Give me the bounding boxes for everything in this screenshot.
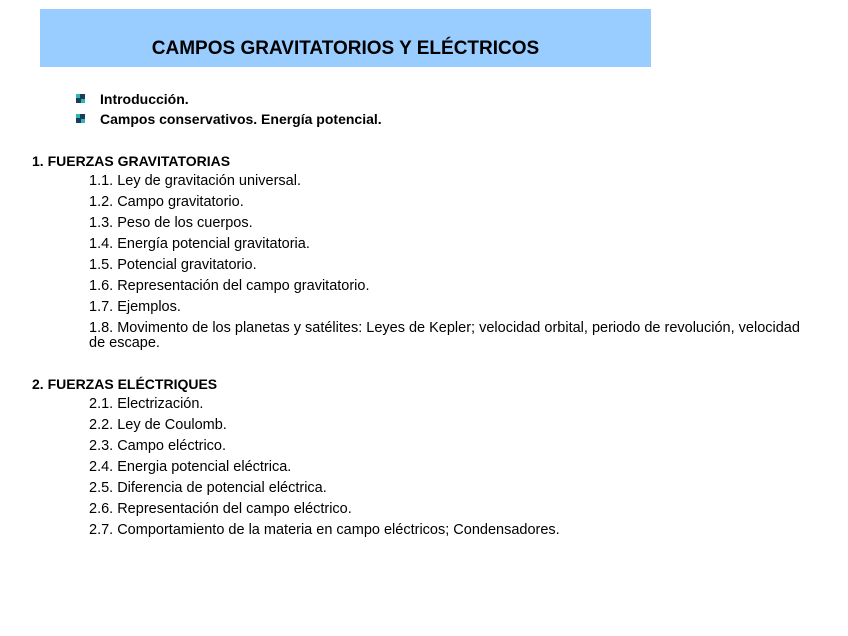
page-title: CAMPOS GRAVITATORIOS Y ELÉCTRICOS [151,38,540,59]
section-heading: 1. FUERZAS GRAVITATORIAS [32,153,231,169]
list-item: 1.7. Ejemplos. [89,299,181,315]
list-item: 2.6. Representación del campo eléctrico. [89,501,352,517]
square-bullet-icon [76,114,85,123]
list-item: 2.3. Campo eléctrico. [89,438,227,454]
list-item: 2.7. Comportamiento de la materia en campo eléctricos; Condensadores. [89,522,560,538]
title-banner [40,9,651,67]
list-item: 1.5. Potencial gravitatorio. [89,257,257,273]
section-fuerzas-gravitatorias [32,151,812,354]
list-item: 1.2. Campo gravitatorio. [89,194,244,210]
square-bullet-icon [76,94,85,103]
section-heading: 2. FUERZAS ELÉCTRIQUES [32,376,218,392]
list-item: 2.4. Energia potencial eléctrica. [89,459,292,475]
list-item: 1.3. Peso de los cuerpos. [89,215,253,231]
bullet-label: Campos conservativos. Energía potencial. [100,111,382,127]
bullet-list [76,89,382,129]
list-item: 2.2. Ley de Coulomb. [89,417,227,433]
bullet-item-campos-conservativos [76,109,382,129]
bullet-label: Introducción. [100,91,189,107]
bullet-item-introduccion [76,89,382,109]
list-item: 1.4. Energía potencial gravitatoria. [89,236,310,252]
list-item: 1.8. Movimento de los planetas y satélites: Leyes de Kepler; velocidad orbital, periodo de revolución, velocidad de escape. [89,320,800,351]
list-item: 2.1. Electrización. [89,396,204,412]
list-item: 1.6. Representación del campo gravitatorio. [89,278,370,294]
list-item: 2.5. Diferencia de potencial eléctrica. [89,480,327,496]
section-fuerzas-electricas [32,374,812,541]
list-item: 1.1. Ley de gravitación universal. [89,173,301,189]
